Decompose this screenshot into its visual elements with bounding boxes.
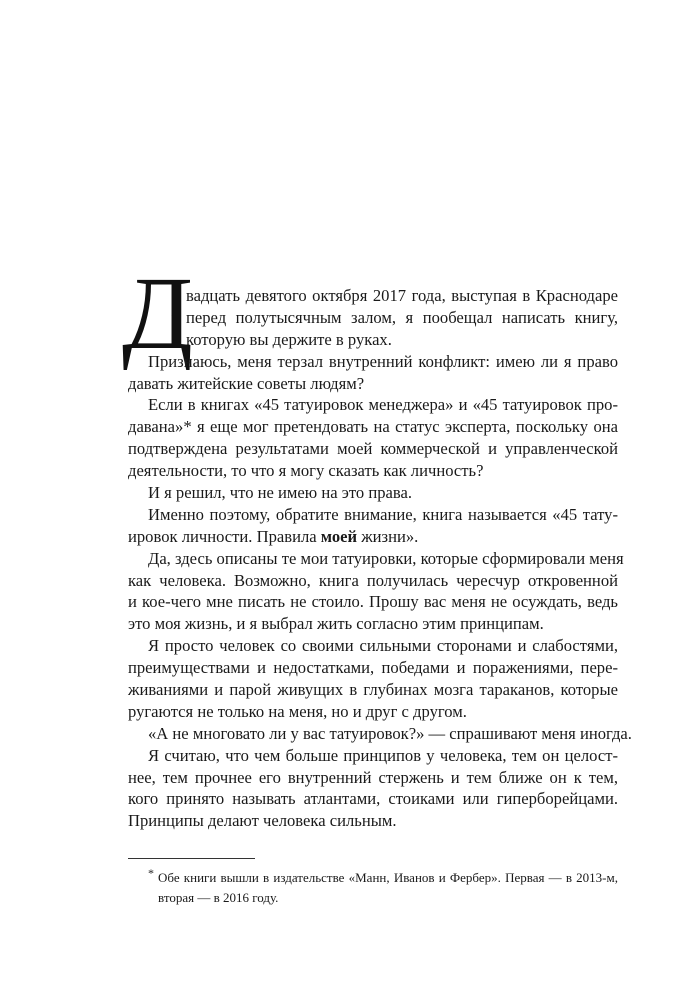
text-line: Признаюсь, меня терзал внутренний конфликт: имею ли я право	[148, 351, 618, 371]
text-line: живаниями и парой живущих в глубинах мозга тараканов, которые	[128, 680, 618, 700]
text-line: и кое-чего мне писать не стоило. Прошу вас меня не осуждать, ведь	[128, 592, 618, 612]
text-line: Я просто человек со своими сильными сторонами и слабостями,	[148, 636, 618, 656]
text-line: подтверждена результатами моей коммерческой и управленческой	[128, 439, 618, 459]
footnote-divider	[128, 858, 255, 859]
footnote-marker: *	[148, 866, 154, 880]
footnote-line: Обе книги вышли в издательстве «Манн, Иванов и Фербер». Первая — в 2013-м,	[158, 870, 618, 885]
text-line: давана»* я еще мог претендовать на статус эксперта, поскольку она	[128, 417, 618, 437]
bold-text: моей	[320, 526, 358, 546]
text-line: Да, здесь описаны те мои татуировки, которые сформировали меня	[148, 548, 624, 568]
body-text	[128, 285, 632, 832]
text-line: Именно поэтому, обратите внимание, книга называется «45 тату-	[148, 504, 618, 524]
text-line: нее, тем прочнее его внутренний стержень и тем ближе он к тем,	[128, 767, 618, 787]
text-line: кого принято называть атлантами, стоиками или гиперборейцами.	[128, 789, 618, 809]
text-line: Если в книгах «45 татуировок менеджера» и «45 татуировок про-	[148, 395, 618, 415]
text-line	[128, 526, 618, 548]
drop-cap: Д	[122, 256, 193, 371]
text-line: которую вы держите в руках.	[186, 329, 392, 349]
text-line: перед полутысячным залом, я пообещал написать книгу,	[186, 307, 618, 327]
text-line: «А не многовато ли у вас татуировок?» — спрашивают меня иногда.	[148, 723, 632, 743]
text-line: деятельности, то что я могу сказать как личность?	[128, 461, 484, 481]
footnote	[158, 868, 618, 908]
text-line: Я считаю, что чем больше принципов у человека, тем он целост-	[148, 745, 618, 765]
text-line: Принципы делают человека сильным.	[128, 811, 397, 831]
text-line: это моя жизнь, и я выбрал жить согласно этим принципам.	[128, 614, 544, 634]
text-line: И я решил, что не имею на это права.	[148, 483, 412, 503]
text-line: как человека. Возможно, книга получилась чересчур откровенной	[128, 570, 618, 590]
text-segment: ировок личности. Правила	[128, 526, 321, 546]
text-segment: жизни».	[357, 526, 419, 546]
text-line: вадцать девятого октября 2017 года, выступая в Краснодаре	[186, 286, 618, 305]
footnote-line: вторая — в 2016 году.	[158, 890, 279, 905]
text-line: преимуществами и недостатками, победами и поражениями, пере-	[128, 658, 618, 678]
text-line: давать житейские советы людям?	[128, 373, 365, 393]
text-line: ругаются не только на меня, но и друг с другом.	[128, 701, 467, 721]
